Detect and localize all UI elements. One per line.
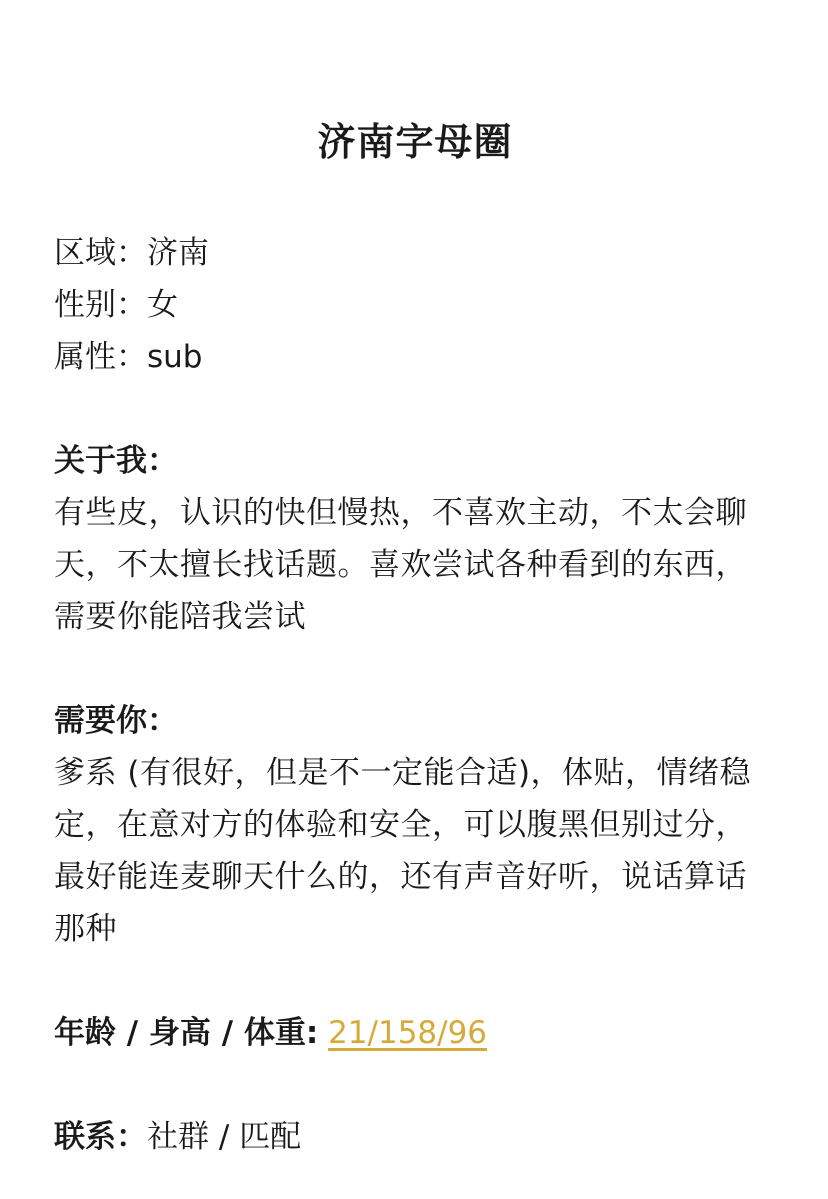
contact-row: [54, 1111, 776, 1163]
page-title: 济南字母圈: [317, 120, 513, 164]
region-label: 区域：: [54, 235, 147, 271]
gender-label: 性别：: [54, 287, 147, 323]
info-row-attribute: [54, 331, 776, 383]
stats-label: 年龄 / 身高 / 体重:: [54, 1015, 319, 1051]
post-content: [54, 227, 776, 1163]
contact-value: 社群 / 匹配: [147, 1119, 302, 1155]
needs-text: 爹系 (有很好，但是不一定能合适)，体贴，情绪稳定，在意对方的体验和安全，可以腹黑但别过分，最好能连麦聊天什么的，还有声音好听，说话算话那种: [54, 755, 752, 947]
gender-value: 女: [147, 287, 178, 323]
about-section: [54, 435, 776, 643]
needs-section: [54, 695, 776, 955]
contact-label: 联系：: [54, 1119, 147, 1155]
attribute-value: sub: [147, 339, 203, 375]
needs-heading: 需要你：: [54, 703, 178, 739]
attribute-label: 属性：: [54, 339, 147, 375]
info-row-region: [54, 227, 776, 279]
region-value: 济南: [147, 235, 209, 271]
basic-info: [54, 227, 776, 383]
info-row-gender: [54, 279, 776, 331]
about-text: 有些皮，认识的快但慢热，不喜欢主动，不太会聊天，不太擅长找话题。喜欢尝试各种看到的东西，需要你能陪我尝试: [54, 495, 747, 635]
about-heading: 关于我：: [54, 443, 178, 479]
stats-link[interactable]: 21/158/96: [328, 1015, 488, 1051]
stats-row: [54, 1007, 776, 1059]
